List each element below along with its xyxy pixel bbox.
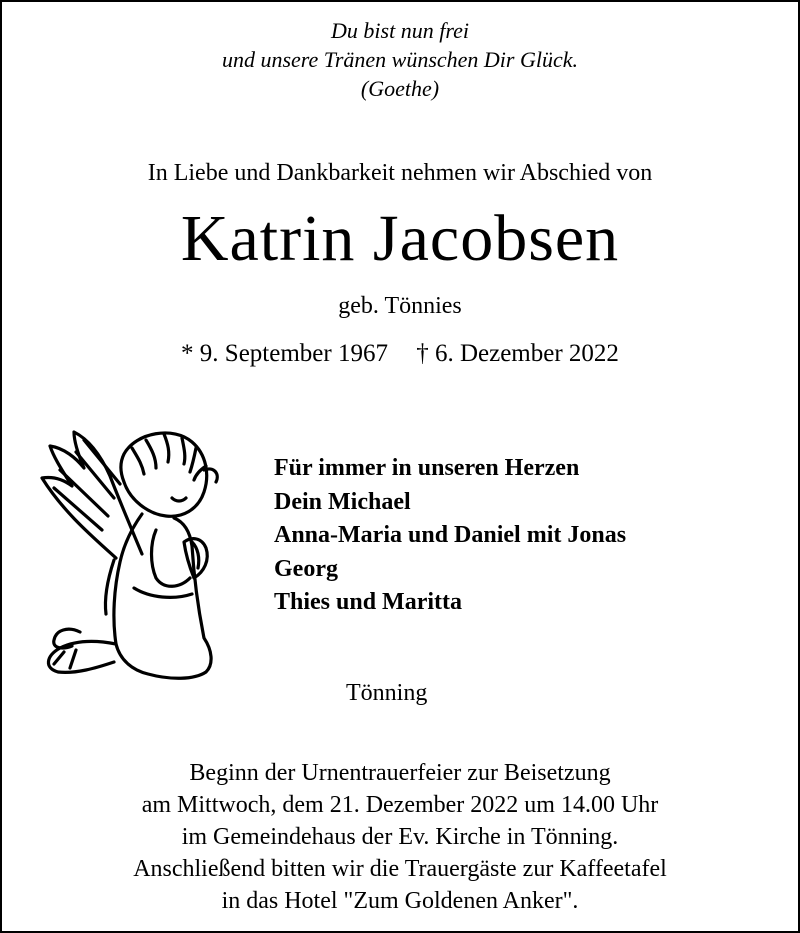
quote-line: und unsere Tränen wünschen Dir Glück.: [221, 47, 579, 72]
birth-date: * 9. September 1967: [181, 340, 388, 367]
service-line: Beginn der Urnentrauerfeier zur Beisetzung: [189, 760, 611, 786]
quote-attribution: (Goethe): [360, 76, 440, 101]
mourner-line: Für immer in unseren Herzen: [274, 455, 580, 481]
mourner-line: Thies und Maritta: [274, 589, 463, 615]
mourner-line: Dein Michael: [274, 488, 411, 515]
service-details: [2, 757, 798, 917]
mourner-line: Anna-Maria und Daniel mit Jonas: [274, 522, 627, 548]
mourner-line: Georg: [274, 555, 338, 582]
service-line: in das Hotel "Zum Goldenen Anker".: [221, 888, 579, 914]
goethe-quote: [2, 16, 798, 103]
maiden-name: geb. Tönnies: [338, 293, 462, 319]
service-line: am Mittwoch, dem 21. Dezember 2022 um 14.00 Uhr: [141, 792, 659, 818]
place-name: Tönning: [346, 680, 428, 706]
praying-angel-icon: [24, 418, 234, 698]
mourners-list: [274, 452, 626, 620]
deceased-name: Katrin Jacobsen: [180, 202, 620, 275]
farewell-intro: In Liebe und Dankbarkeit nehmen wir Abschied von: [147, 160, 653, 186]
service-line: Anschließend bitten wir die Trauergäste zur Kaffeetafel: [133, 856, 667, 882]
quote-line: Du bist nun frei: [331, 18, 469, 43]
service-line: im Gemeindehaus der Ev. Kirche in Tönning.: [181, 824, 619, 850]
life-dates: [2, 340, 798, 368]
death-date: † 6. Dezember 2022: [416, 340, 619, 367]
